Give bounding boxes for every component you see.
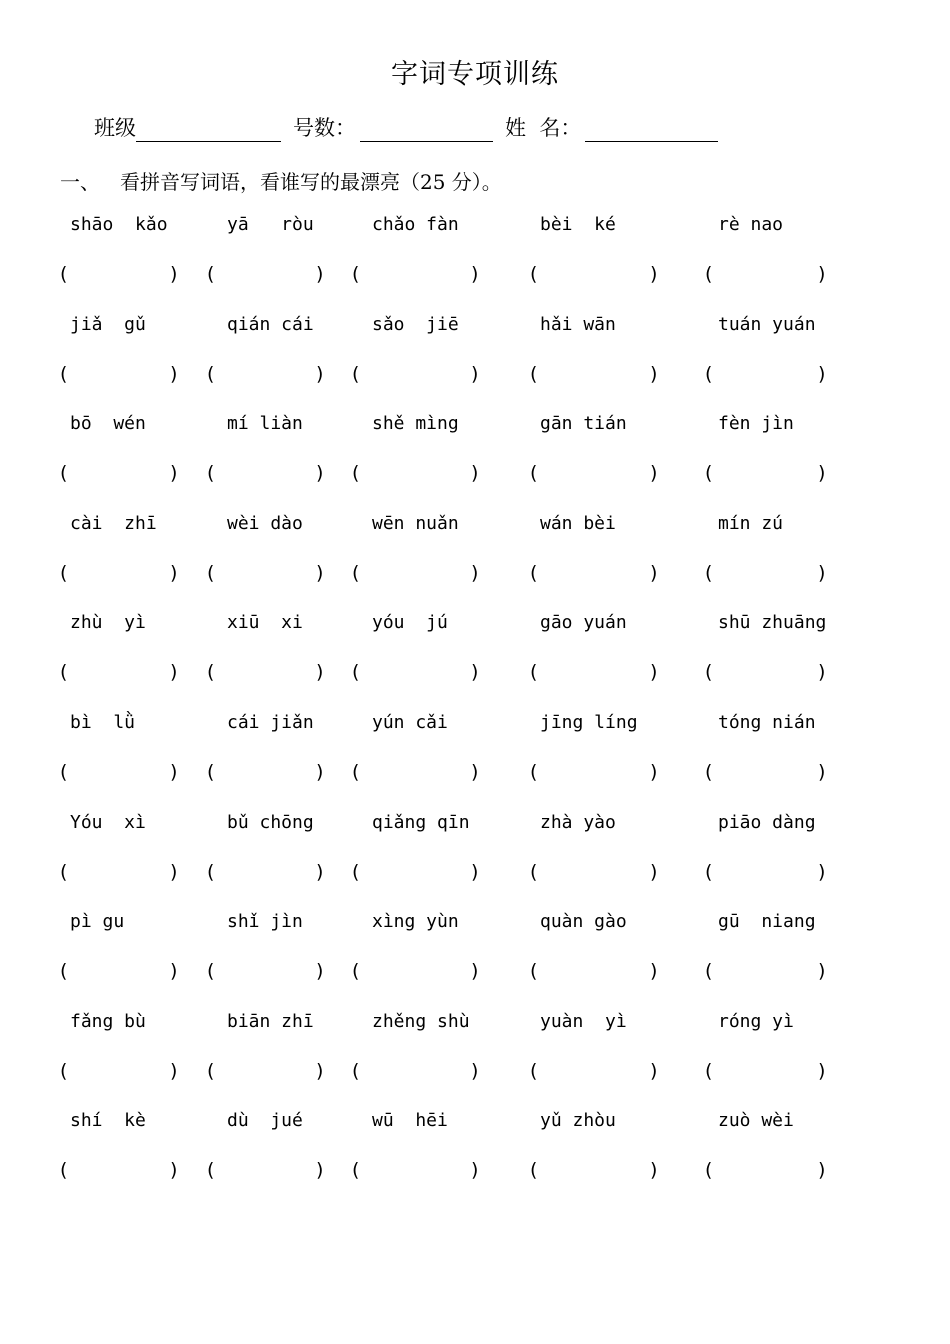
exercise-row: [0, 598, 950, 698]
answer-paren-close[interactable]: ): [471, 960, 479, 983]
pinyin-word: qiǎng qīn: [372, 811, 470, 833]
pinyin-row: [0, 314, 950, 354]
pinyin-word: bō wén: [70, 413, 146, 435]
answer-paren-close[interactable]: ): [650, 263, 658, 285]
answer-paren-close[interactable]: ): [471, 860, 479, 883]
answer-paren-open[interactable]: (: [530, 960, 538, 983]
pinyin-row: [0, 214, 950, 254]
answer-paren-open[interactable]: (: [60, 462, 68, 485]
answer-paren-open[interactable]: (: [530, 1059, 538, 1082]
answer-paren-close[interactable]: ): [471, 661, 479, 684]
pinyin-row: [0, 911, 950, 951]
pinyin-word: zhà yào: [540, 811, 616, 833]
pinyin-word: yā ròu: [227, 214, 314, 235]
pinyin-word: shū zhuāng: [718, 612, 827, 634]
pinyin-word: shāo kǎo: [70, 214, 168, 235]
answer-paren-close[interactable]: ): [170, 1059, 178, 1082]
answer-paren-close[interactable]: ): [316, 760, 324, 783]
answer-paren-open[interactable]: (: [352, 462, 360, 485]
pinyin-word: shě mìng: [372, 413, 459, 435]
pinyin-word: tóng nián: [718, 711, 816, 733]
answer-paren-open[interactable]: (: [705, 1059, 713, 1082]
answer-paren-close[interactable]: ): [471, 462, 479, 485]
answer-paren-close[interactable]: ): [818, 960, 826, 983]
pinyin-row: [0, 712, 950, 752]
pinyin-word: sǎo jiē: [372, 313, 459, 335]
answer-paren-open[interactable]: (: [60, 960, 68, 983]
answer-paren-open[interactable]: (: [207, 860, 215, 883]
number-label: 号数：: [293, 116, 356, 140]
answer-paren-open[interactable]: (: [352, 960, 360, 983]
pinyin-word: Yóu xì: [70, 811, 146, 833]
exercise-row: [0, 300, 950, 400]
class-label: 班级: [94, 116, 136, 140]
answer-paren-close[interactable]: ): [316, 860, 324, 883]
answer-paren-close[interactable]: ): [170, 1159, 178, 1182]
answer-paren-open[interactable]: (: [60, 860, 68, 883]
answer-paren-open[interactable]: (: [60, 1059, 68, 1082]
pinyin-word: fǎng bù: [70, 1010, 146, 1032]
pinyin-word: qián cái: [227, 313, 314, 335]
answer-paren-open[interactable]: (: [352, 1059, 360, 1082]
answer-paren-open[interactable]: (: [530, 462, 538, 485]
answer-row: [0, 861, 950, 901]
pinyin-row: [0, 413, 950, 453]
pinyin-word: cái jiǎn: [227, 711, 314, 733]
answer-paren-open[interactable]: (: [207, 263, 215, 285]
answer-row: [0, 1060, 950, 1100]
answer-paren-open[interactable]: (: [60, 362, 68, 385]
answer-paren-close[interactable]: ): [471, 1059, 479, 1082]
answer-paren-open[interactable]: (: [530, 860, 538, 883]
answer-paren-open[interactable]: (: [705, 760, 713, 783]
pinyin-word: dù jué: [227, 1110, 303, 1132]
answer-paren-open[interactable]: (: [705, 661, 713, 684]
pinyin-word: mín zú: [718, 512, 784, 534]
answer-paren-close[interactable]: ): [650, 1159, 658, 1182]
answer-paren-close[interactable]: ): [471, 263, 479, 285]
answer-row: [0, 1159, 950, 1199]
answer-paren-close[interactable]: ): [818, 1159, 826, 1182]
answer-paren-open[interactable]: (: [530, 561, 538, 584]
answer-paren-close[interactable]: ): [818, 760, 826, 783]
pinyin-row: [0, 513, 950, 553]
answer-paren-close[interactable]: ): [650, 561, 658, 584]
pinyin-word: shǐ jìn: [227, 911, 303, 933]
answer-paren-open[interactable]: (: [207, 561, 215, 584]
exercise-row: [0, 200, 950, 300]
answer-paren-close[interactable]: ): [316, 362, 324, 385]
pinyin-word: bǔ chōng: [227, 811, 314, 833]
answer-paren-close[interactable]: ): [170, 860, 178, 883]
answer-paren-close[interactable]: ): [650, 1059, 658, 1082]
pinyin-word: bì lǜ: [70, 711, 136, 733]
answer-paren-open[interactable]: (: [60, 263, 68, 285]
answer-row: [0, 761, 950, 801]
section-number: 一、: [60, 170, 100, 194]
answer-paren-open[interactable]: (: [352, 1159, 360, 1182]
answer-paren-open[interactable]: (: [207, 661, 215, 684]
pinyin-word: tuán yuán: [718, 313, 816, 335]
answer-paren-close[interactable]: ): [170, 263, 178, 285]
pinyin-word: mí liàn: [227, 413, 303, 435]
exercise-row: [0, 499, 950, 599]
pinyin-word: hǎi wān: [540, 313, 616, 335]
answer-paren-open[interactable]: (: [352, 760, 360, 783]
answer-paren-close[interactable]: ): [471, 362, 479, 385]
answer-paren-close[interactable]: ): [170, 362, 178, 385]
answer-paren-open[interactable]: (: [207, 462, 215, 485]
pinyin-word: shí kè: [70, 1110, 146, 1132]
exercise-row: [0, 698, 950, 798]
page-title: 字词专项训练: [391, 59, 559, 90]
pinyin-row: [0, 1110, 950, 1150]
answer-paren-open[interactable]: (: [705, 462, 713, 485]
answer-paren-close[interactable]: ): [818, 362, 826, 385]
answer-paren-open[interactable]: (: [207, 362, 215, 385]
answer-paren-close[interactable]: ): [316, 462, 324, 485]
answer-paren-open[interactable]: (: [352, 860, 360, 883]
answer-paren-open[interactable]: (: [705, 960, 713, 983]
pinyin-word: pì gu: [70, 911, 125, 933]
pinyin-word: gū niang: [718, 911, 816, 933]
answer-paren-close[interactable]: ): [471, 561, 479, 584]
answer-row: [0, 263, 950, 303]
pinyin-row: [0, 1011, 950, 1051]
answer-paren-close[interactable]: ): [650, 960, 658, 983]
answer-paren-close[interactable]: ): [170, 760, 178, 783]
answer-paren-close[interactable]: ): [818, 1059, 826, 1082]
pinyin-word: fèn jìn: [718, 413, 794, 435]
answer-row: [0, 363, 950, 403]
answer-paren-open[interactable]: (: [207, 1059, 215, 1082]
number-blank[interactable]: [360, 115, 493, 142]
pinyin-exercise-grid: [0, 200, 950, 1196]
answer-paren-close[interactable]: ): [650, 661, 658, 684]
pinyin-word: róng yì: [718, 1010, 794, 1032]
answer-paren-close[interactable]: ): [650, 860, 658, 883]
answer-paren-close[interactable]: ): [818, 263, 826, 285]
answer-paren-open[interactable]: (: [60, 661, 68, 684]
pinyin-word: wū hēi: [372, 1110, 448, 1132]
pinyin-row: [0, 612, 950, 652]
answer-paren-close[interactable]: ): [650, 362, 658, 385]
answer-paren-open[interactable]: (: [705, 1159, 713, 1182]
answer-paren-open[interactable]: (: [207, 760, 215, 783]
answer-paren-close[interactable]: ): [170, 661, 178, 684]
answer-paren-close[interactable]: ): [818, 860, 826, 883]
student-info-line: [94, 112, 718, 142]
answer-paren-open[interactable]: (: [705, 561, 713, 584]
answer-row: [0, 562, 950, 602]
pinyin-word: rè nao: [718, 214, 784, 235]
pinyin-word: zhù yì: [70, 612, 146, 634]
pinyin-word: wán bèi: [540, 512, 616, 534]
pinyin-row: [0, 812, 950, 852]
answer-paren-open[interactable]: (: [352, 661, 360, 684]
class-blank[interactable]: [136, 115, 281, 142]
answer-paren-close[interactable]: ): [650, 760, 658, 783]
pinyin-word: zuò wèi: [718, 1110, 794, 1132]
answer-row: [0, 661, 950, 701]
name-label: 姓 名：: [505, 116, 582, 140]
answer-paren-open[interactable]: (: [530, 661, 538, 684]
answer-paren-close[interactable]: ): [818, 661, 826, 684]
answer-row: [0, 960, 950, 1000]
answer-paren-close[interactable]: ): [471, 1159, 479, 1182]
answer-paren-open[interactable]: (: [352, 561, 360, 584]
answer-paren-close[interactable]: ): [316, 1159, 324, 1182]
answer-paren-open[interactable]: (: [207, 1159, 215, 1182]
answer-paren-close[interactable]: ): [471, 760, 479, 783]
pinyin-word: bèi ké: [540, 214, 616, 235]
answer-paren-open[interactable]: (: [530, 1159, 538, 1182]
pinyin-word: biān zhī: [227, 1010, 314, 1032]
answer-paren-open[interactable]: (: [60, 760, 68, 783]
pinyin-word: wèi dào: [227, 512, 303, 534]
pinyin-word: yuàn yì: [540, 1010, 627, 1032]
answer-paren-close[interactable]: ): [818, 462, 826, 485]
answer-paren-close[interactable]: ): [316, 1059, 324, 1082]
answer-paren-close[interactable]: ): [818, 561, 826, 584]
pinyin-word: zhěng shù: [372, 1010, 470, 1032]
pinyin-word: gāo yuán: [540, 612, 627, 634]
answer-paren-open[interactable]: (: [352, 263, 360, 285]
answer-paren-close[interactable]: ): [650, 462, 658, 485]
answer-paren-close[interactable]: ): [316, 661, 324, 684]
answer-paren-open[interactable]: (: [207, 960, 215, 983]
pinyin-word: yún cǎi: [372, 711, 448, 733]
answer-paren-close[interactable]: ): [316, 960, 324, 983]
exercise-row: [0, 897, 950, 997]
answer-row: [0, 462, 950, 502]
exercise-row: [0, 399, 950, 499]
pinyin-word: cài zhī: [70, 512, 157, 534]
section-one-heading: [60, 166, 502, 195]
answer-paren-open[interactable]: (: [352, 362, 360, 385]
exercise-row: [0, 1096, 950, 1196]
answer-paren-close[interactable]: ): [170, 960, 178, 983]
exercise-row: [0, 997, 950, 1097]
answer-paren-open[interactable]: (: [530, 263, 538, 285]
answer-paren-open[interactable]: (: [705, 362, 713, 385]
pinyin-word: yǔ zhòu: [540, 1110, 616, 1132]
answer-paren-open[interactable]: (: [705, 860, 713, 883]
exercise-row: [0, 798, 950, 898]
pinyin-word: piāo dàng: [718, 811, 816, 833]
pinyin-word: yóu jú: [372, 612, 448, 634]
answer-paren-close[interactable]: ): [316, 263, 324, 285]
pinyin-word: chǎo fàn: [372, 214, 459, 235]
pinyin-word: jiǎ gǔ: [70, 313, 146, 335]
answer-paren-open[interactable]: (: [705, 263, 713, 285]
pinyin-word: gān tián: [540, 413, 627, 435]
pinyin-word: xiū xi: [227, 612, 303, 634]
pinyin-word: quàn gào: [540, 911, 627, 933]
pinyin-word: jīng líng: [540, 711, 638, 733]
pinyin-word: xìng yùn: [372, 911, 459, 933]
section-instruction: 看拼音写词语，看谁写的最漂亮（25 分）。: [120, 170, 502, 194]
answer-paren-close[interactable]: ): [170, 561, 178, 584]
pinyin-word: wēn nuǎn: [372, 512, 459, 534]
answer-paren-open[interactable]: (: [530, 362, 538, 385]
answer-paren-close[interactable]: ): [170, 462, 178, 485]
answer-paren-open[interactable]: (: [60, 561, 68, 584]
answer-paren-close[interactable]: ): [316, 561, 324, 584]
answer-paren-open[interactable]: (: [60, 1159, 68, 1182]
answer-paren-open[interactable]: (: [530, 760, 538, 783]
name-blank[interactable]: [585, 115, 718, 142]
